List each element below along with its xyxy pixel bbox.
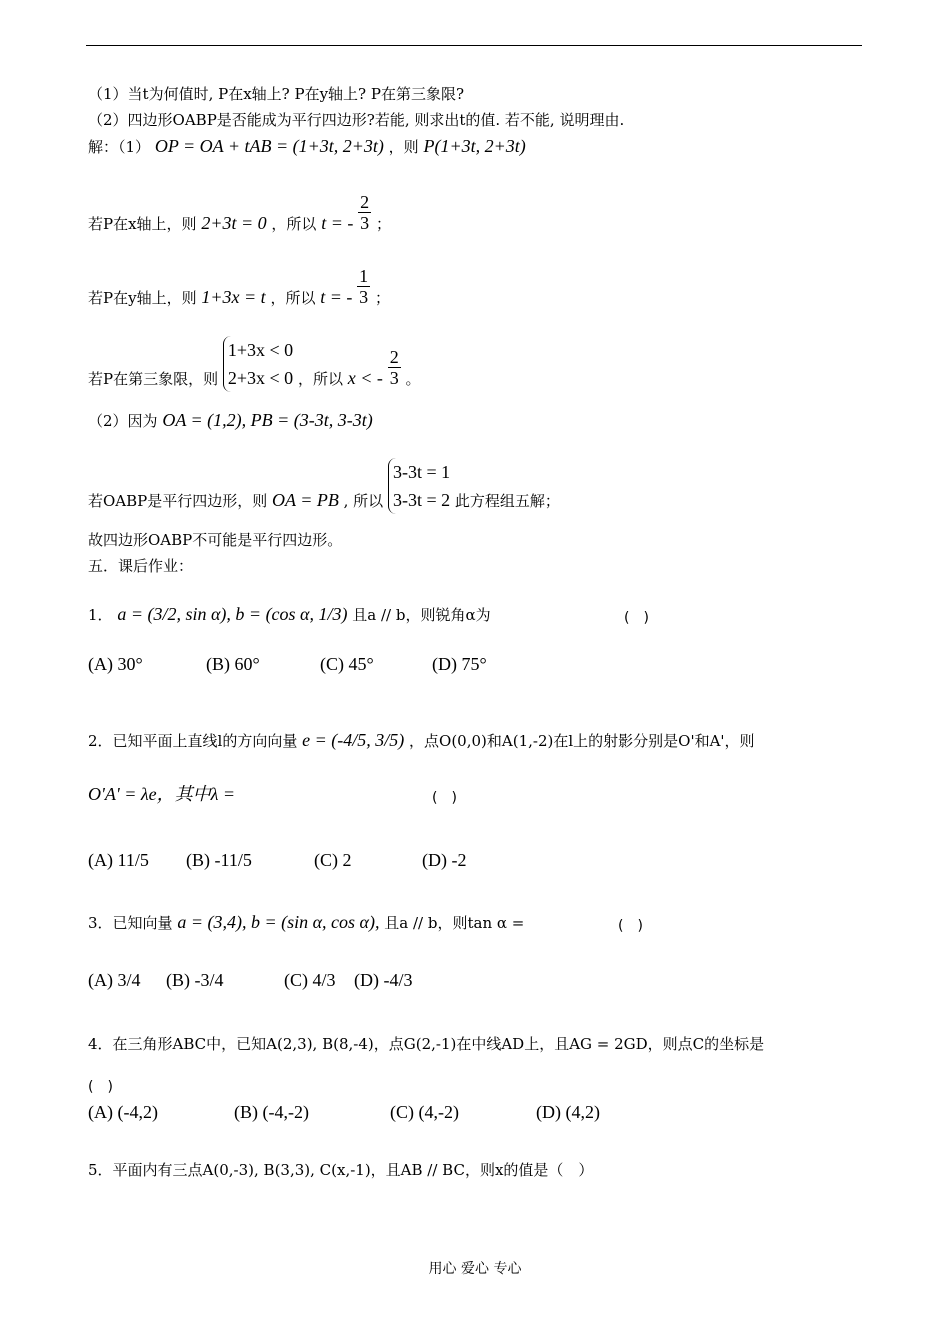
fraction: $\frac{2}{3}$: [360, 192, 370, 233]
option-a: (A) 30°: [88, 654, 143, 674]
option-d: (D) (4,2): [536, 1102, 600, 1122]
solution-y-axis: 若P在y轴上，则 1+3x = t ，所以 t = - $\frac{1}{3}$ ；: [88, 266, 390, 307]
option-c: (C) 4/3: [284, 970, 336, 990]
question-5: 5．平面内有三点A(0,-3), B(3,3), C(x,-1)，且AB // BC，则x的值是（ ）: [88, 1161, 594, 1179]
option-a: (A) 3/4: [88, 970, 141, 990]
solution-parallelogram: 若OABP是平行四边形，则 OA = PB , 所以 3-3t = 1 3-3t = 2 此方程组五解；: [88, 458, 560, 514]
equation-system: 1+3x < 0 2+3x < 0: [223, 336, 293, 392]
fraction: $\frac{1}{3}$: [359, 266, 369, 307]
question-part-1: （1）当t为何值时, P在x轴上? P在y轴上? P在第三象限?: [88, 85, 464, 103]
solution-third-quadrant: 若P在第三象限，则 1+3x < 0 2+3x < 0 ，所以 x < - $\frac{2}{3}$ 。: [88, 336, 420, 392]
fraction: $\frac{2}{3}$: [389, 347, 399, 388]
answer-paren: ( ): [618, 918, 643, 934]
answer-paren: ( ): [88, 1079, 113, 1095]
equation-system: 3-3t = 1 3-3t = 2: [388, 458, 450, 514]
header-rule: [86, 45, 862, 46]
question-4: 4．在三角形ABC中，已知A(2,3), B(8,-4)，点G(2,-1)在中线AD上，且AG = 2GD，则点C的坐标是: [88, 1035, 765, 1053]
option-c: (C) 45°: [320, 654, 374, 674]
question-part-2: （2）四边形OABP是否能成为平行四边形?若能, 则求出t的值. 若不能, 说明理由.: [88, 111, 625, 129]
solution-line-1: 解：（1） OP = OA + tAB = (1+3t, 2+3t) ，则 P(1+3t, 2+3t): [88, 136, 526, 156]
question-1: 1． a = (3/2, sin α), b = (cos α, 1/3) 且a // b，则锐角α为: [88, 604, 491, 624]
option-b: (B) 60°: [206, 654, 260, 674]
question-2: 2．已知平面上直线l的方向向量 e = (-4/5, 3/5) ，点O(0,0)和A(1,-2)在l上的射影分别是O'和A'，则: [88, 730, 755, 750]
answer-paren: ( ): [624, 610, 649, 626]
option-d: (D) 75°: [432, 654, 487, 674]
question-2-line-2: O'A' = λe，其中λ =: [88, 784, 236, 804]
page-footer: 用心 爱心 专心: [428, 1261, 522, 1277]
homework-title: 五．课后作业：: [88, 557, 194, 575]
solution-x-axis: 若P在x轴上，则 2+3t = 0 ，所以 t = - $\frac{2}{3}$ ；: [88, 192, 391, 233]
solution-part-2: （2）因为 OA = (1,2), PB = (3-3t, 3-3t): [88, 410, 373, 430]
option-c: (C) (4,-2): [390, 1102, 459, 1122]
option-d: (D) -2: [422, 850, 467, 870]
option-a: (A) 11/5: [88, 850, 149, 870]
option-c: (C) 2: [314, 850, 352, 870]
option-d: (D) -4/3: [354, 970, 413, 990]
question-3: 3．已知向量 a = (3,4), b = (sin α, cos α), 且a // b，则tan α =: [88, 912, 525, 932]
option-b: (B) -3/4: [166, 970, 224, 990]
option-a: (A) (-4,2): [88, 1102, 158, 1122]
option-b: (B) -11/5: [186, 850, 252, 870]
option-b: (B) (-4,-2): [234, 1102, 309, 1122]
solution-conclusion: 故四边形OABP不可能是平行四边形。: [88, 531, 343, 549]
answer-paren: ( ): [432, 790, 457, 806]
